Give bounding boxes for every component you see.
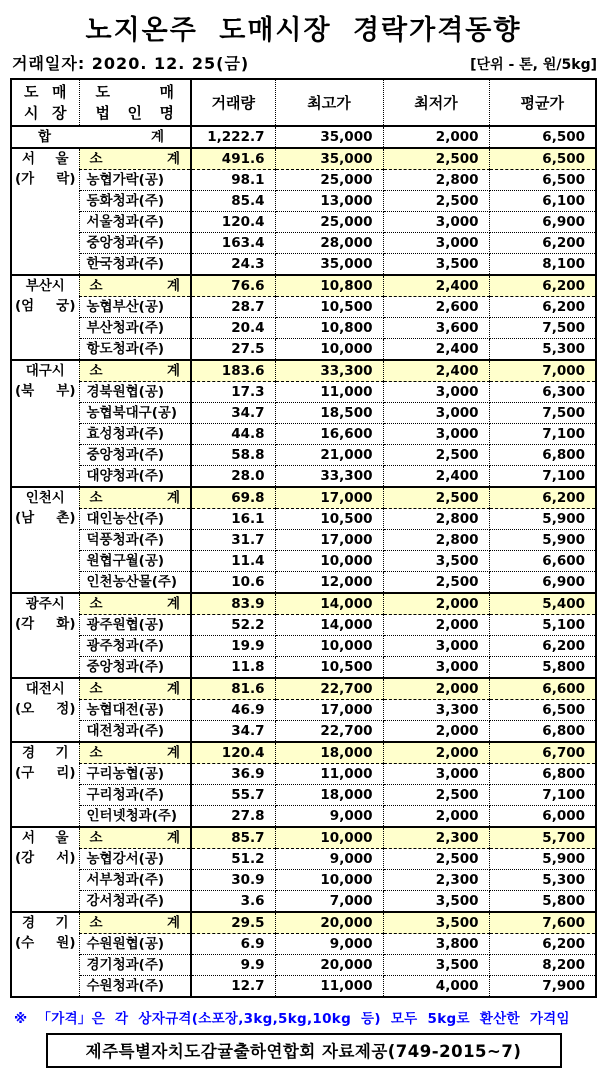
header-row xyxy=(11,79,596,126)
price-cell: 2,500 xyxy=(383,572,489,594)
price-cell: 11.8 xyxy=(191,657,275,679)
price-cell: 76.6 xyxy=(191,275,275,297)
price-cell: 25,000 xyxy=(275,170,383,191)
price-cell: 2,000 xyxy=(383,615,489,636)
price-cell: 7,600 xyxy=(489,912,596,934)
price-cell: 3,500 xyxy=(383,955,489,976)
price-cell: 2,800 xyxy=(383,170,489,191)
price-cell: 33,300 xyxy=(275,466,383,488)
price-cell: 2,400 xyxy=(383,339,489,361)
price-cell: 6,100 xyxy=(489,191,596,212)
price-cell: 2,500 xyxy=(383,148,489,170)
price-cell: 2,500 xyxy=(383,445,489,466)
price-cell: 9,000 xyxy=(275,934,383,955)
col-header-corp xyxy=(79,79,191,126)
market-branch: (수 원) xyxy=(15,935,76,951)
price-cell: 10,000 xyxy=(275,827,383,849)
company-row xyxy=(11,572,596,594)
company-row xyxy=(11,785,596,806)
market-cell xyxy=(11,678,79,742)
price-cell: 3,000 xyxy=(383,382,489,403)
price-cell: 36.9 xyxy=(191,764,275,785)
price-cell: 6,200 xyxy=(489,934,596,955)
company-row xyxy=(11,233,596,254)
subtotal-label-cell: 소 계 xyxy=(79,678,191,700)
company-row xyxy=(11,721,596,743)
price-cell: 11.4 xyxy=(191,551,275,572)
price-cell: 20.4 xyxy=(191,318,275,339)
market-cell xyxy=(11,487,79,593)
subtotal-row xyxy=(11,678,596,700)
company-row xyxy=(11,530,596,551)
price-cell: 17,000 xyxy=(275,487,383,509)
market-name: 경 기 xyxy=(22,745,69,761)
subtotal-label-cell: 소 계 xyxy=(79,360,191,382)
price-cell: 6,800 xyxy=(489,445,596,466)
price-cell: 19.9 xyxy=(191,636,275,657)
price-cell: 2,000 xyxy=(383,126,489,148)
price-cell: 22,700 xyxy=(275,721,383,743)
market-name: 대전시 xyxy=(25,681,65,697)
corp-name-cell: 효성청과(주) xyxy=(79,424,191,445)
unit-label: [단위 - 톤, 원/5kg] xyxy=(470,57,597,73)
price-cell: 6,500 xyxy=(489,148,596,170)
company-row xyxy=(11,955,596,976)
price-cell: 46.9 xyxy=(191,700,275,721)
price-cell: 7,100 xyxy=(489,424,596,445)
price-cell: 34.7 xyxy=(191,721,275,743)
company-row xyxy=(11,318,596,339)
price-cell: 6,500 xyxy=(489,700,596,721)
price-cell: 2,500 xyxy=(383,849,489,870)
price-cell: 2,500 xyxy=(383,191,489,212)
price-cell: 10,000 xyxy=(275,636,383,657)
company-row xyxy=(11,191,596,212)
price-cell: 69.8 xyxy=(191,487,275,509)
price-cell: 10,800 xyxy=(275,318,383,339)
corp-name-cell: 대양청과(주) xyxy=(79,466,191,488)
price-cell: 6,200 xyxy=(489,275,596,297)
price-cell: 85.4 xyxy=(191,191,275,212)
corp-name-cell: 인천농산물(주) xyxy=(79,572,191,594)
corp-name-cell: 서울청과(주) xyxy=(79,212,191,233)
price-cell: 58.8 xyxy=(191,445,275,466)
price-cell: 2,000 xyxy=(383,806,489,828)
price-cell: 55.7 xyxy=(191,785,275,806)
price-cell: 3,500 xyxy=(383,891,489,913)
market-cell xyxy=(11,742,79,827)
price-cell: 6,200 xyxy=(489,297,596,318)
corp-name-cell: 원협구월(공) xyxy=(79,551,191,572)
price-cell: 120.4 xyxy=(191,742,275,764)
subtotal-label-cell: 소 계 xyxy=(79,742,191,764)
corp-name-cell: 광주청과(주) xyxy=(79,636,191,657)
price-cell: 16.1 xyxy=(191,509,275,530)
price-cell: 10,500 xyxy=(275,297,383,318)
company-row xyxy=(11,254,596,276)
price-cell: 18,500 xyxy=(275,403,383,424)
price-cell: 17.3 xyxy=(191,382,275,403)
market-branch: (강 서) xyxy=(15,850,76,866)
price-cell: 3,000 xyxy=(383,212,489,233)
price-cell: 7,000 xyxy=(275,891,383,913)
market-name: 서 울 xyxy=(22,151,69,167)
subtotal-label-cell: 소 계 xyxy=(79,593,191,615)
corp-name-cell: 한국청과(주) xyxy=(79,254,191,276)
subtotal-row xyxy=(11,827,596,849)
corp-name-cell: 대전청과(주) xyxy=(79,721,191,743)
market-name: 인천시 xyxy=(25,490,65,506)
price-cell: 24.3 xyxy=(191,254,275,276)
price-cell: 6,000 xyxy=(489,806,596,828)
subtotal-row xyxy=(11,360,596,382)
price-cell: 2,500 xyxy=(383,487,489,509)
price-cell: 3,000 xyxy=(383,233,489,254)
price-cell: 2,400 xyxy=(383,275,489,297)
price-cell: 12,000 xyxy=(275,572,383,594)
price-cell: 35,000 xyxy=(275,148,383,170)
price-cell: 9.9 xyxy=(191,955,275,976)
price-cell: 7,100 xyxy=(489,785,596,806)
price-cell: 183.6 xyxy=(191,360,275,382)
company-row xyxy=(11,700,596,721)
total-label-cell: 합 계 xyxy=(11,126,191,148)
price-cell: 3,000 xyxy=(383,636,489,657)
total-row xyxy=(11,126,596,148)
price-cell: 28.0 xyxy=(191,466,275,488)
subtotal-label-cell: 소 계 xyxy=(79,275,191,297)
corp-name-cell: 서부청과(주) xyxy=(79,870,191,891)
price-cell: 35,000 xyxy=(275,254,383,276)
company-row xyxy=(11,212,596,233)
company-row xyxy=(11,657,596,679)
price-cell: 16,600 xyxy=(275,424,383,445)
market-branch: (북 부) xyxy=(15,383,76,399)
company-row xyxy=(11,339,596,361)
price-cell: 14,000 xyxy=(275,593,383,615)
price-cell: 12.7 xyxy=(191,976,275,998)
col-header-low: 최저가 xyxy=(383,79,489,126)
price-cell: 6,900 xyxy=(489,212,596,233)
price-cell: 5,900 xyxy=(489,530,596,551)
col-header-volume: 거래량 xyxy=(191,79,275,126)
price-cell: 2,300 xyxy=(383,870,489,891)
subtotal-label-cell: 소 계 xyxy=(79,912,191,934)
company-row xyxy=(11,764,596,785)
price-cell: 6.9 xyxy=(191,934,275,955)
company-row xyxy=(11,551,596,572)
subtotal-label-cell: 소 계 xyxy=(79,827,191,849)
market-cell xyxy=(11,360,79,487)
corp-name-cell: 구리청과(주) xyxy=(79,785,191,806)
price-cell: 2,000 xyxy=(383,678,489,700)
price-cell: 10,500 xyxy=(275,509,383,530)
market-cell xyxy=(11,912,79,997)
page-title: 노지온주 도매시장 경락가격동향 xyxy=(85,15,522,46)
price-cell: 6,200 xyxy=(489,233,596,254)
col-header-market xyxy=(11,79,79,126)
company-row xyxy=(11,636,596,657)
price-cell: 5,800 xyxy=(489,657,596,679)
company-row xyxy=(11,806,596,828)
corp-name-cell: 동화청과(주) xyxy=(79,191,191,212)
company-row xyxy=(11,849,596,870)
market-branch: (엄 궁) xyxy=(15,298,76,314)
price-cell: 52.2 xyxy=(191,615,275,636)
price-cell: 5,100 xyxy=(489,615,596,636)
price-cell: 3,500 xyxy=(383,551,489,572)
price-cell: 4,000 xyxy=(383,976,489,998)
price-cell: 10,000 xyxy=(275,870,383,891)
market-branch: (각 화) xyxy=(15,616,76,632)
price-cell: 21,000 xyxy=(275,445,383,466)
price-cell: 10,000 xyxy=(275,551,383,572)
price-cell: 6,700 xyxy=(489,742,596,764)
price-cell: 11,000 xyxy=(275,976,383,998)
price-cell: 2,000 xyxy=(383,593,489,615)
price-cell: 17,000 xyxy=(275,530,383,551)
col-header-avg: 평균가 xyxy=(489,79,596,126)
corp-name-cell: 인터넷청과(주) xyxy=(79,806,191,828)
company-row xyxy=(11,445,596,466)
info-row xyxy=(12,51,597,74)
price-cell: 8,200 xyxy=(489,955,596,976)
price-cell: 5,400 xyxy=(489,593,596,615)
price-cell: 10,000 xyxy=(275,339,383,361)
corp-name-cell: 강서청과(주) xyxy=(79,891,191,913)
price-cell: 3,800 xyxy=(383,934,489,955)
price-cell: 6,300 xyxy=(489,382,596,403)
price-cell: 10,500 xyxy=(275,657,383,679)
market-name: 대구시 xyxy=(25,363,65,379)
price-cell: 27.8 xyxy=(191,806,275,828)
market-branch: (가 락) xyxy=(15,171,76,187)
market-name: 서 울 xyxy=(22,830,69,846)
corp-name-cell: 중앙청과(주) xyxy=(79,445,191,466)
price-cell: 5,900 xyxy=(489,849,596,870)
price-cell: 28.7 xyxy=(191,297,275,318)
price-cell: 3.6 xyxy=(191,891,275,913)
price-cell: 5,700 xyxy=(489,827,596,849)
price-cell: 2,000 xyxy=(383,721,489,743)
price-cell: 3,000 xyxy=(383,657,489,679)
price-cell: 7,500 xyxy=(489,318,596,339)
price-cell: 120.4 xyxy=(191,212,275,233)
corp-name-cell: 광주원협(공) xyxy=(79,615,191,636)
company-row xyxy=(11,976,596,998)
price-footnote: ※ 「가격」은 각 상자규격(소포장,3kg,5kg,10kg 등) 모두 5kg로 환산한 가격임 xyxy=(14,1011,570,1027)
market-cell xyxy=(11,593,79,678)
market-name: 광주시 xyxy=(25,596,65,612)
table-body xyxy=(11,126,596,997)
price-cell: 3,600 xyxy=(383,318,489,339)
corp-name-cell: 농협대전(공) xyxy=(79,700,191,721)
corp-name-cell: 대인농산(주) xyxy=(79,509,191,530)
market-branch: (구 리) xyxy=(15,765,76,781)
corp-name-cell: 항도청과(주) xyxy=(79,339,191,361)
price-cell: 6,900 xyxy=(489,572,596,594)
market-cell xyxy=(11,148,79,275)
price-cell: 6,200 xyxy=(489,636,596,657)
price-cell: 22,700 xyxy=(275,678,383,700)
subtotal-row xyxy=(11,487,596,509)
price-cell: 2,000 xyxy=(383,742,489,764)
price-cell: 1,222.7 xyxy=(191,126,275,148)
corp-name-cell: 덕풍청과(주) xyxy=(79,530,191,551)
company-row xyxy=(11,466,596,488)
price-cell: 7,500 xyxy=(489,403,596,424)
price-cell: 6,200 xyxy=(489,487,596,509)
price-cell: 6,600 xyxy=(489,678,596,700)
company-row xyxy=(11,509,596,530)
price-cell: 34.7 xyxy=(191,403,275,424)
price-cell: 30.9 xyxy=(191,870,275,891)
price-cell: 31.7 xyxy=(191,530,275,551)
price-cell: 83.9 xyxy=(191,593,275,615)
price-cell: 18,000 xyxy=(275,742,383,764)
price-cell: 163.4 xyxy=(191,233,275,254)
market-name: 부산시 xyxy=(25,278,65,294)
price-cell: 8,100 xyxy=(489,254,596,276)
price-cell: 6,500 xyxy=(489,126,596,148)
source-text: 제주특별자치도감귤출하연합회 자료제공(749-2015~7) xyxy=(85,1042,522,1061)
price-cell: 85.7 xyxy=(191,827,275,849)
price-cell: 51.2 xyxy=(191,849,275,870)
col-header-market-line2: 시 장 xyxy=(24,103,67,122)
company-row xyxy=(11,424,596,445)
price-cell: 20,000 xyxy=(275,912,383,934)
corp-name-cell: 경기청과(주) xyxy=(79,955,191,976)
company-row xyxy=(11,891,596,913)
market-branch: (남 촌) xyxy=(15,510,76,526)
price-cell: 7,100 xyxy=(489,466,596,488)
market-name: 경 기 xyxy=(22,915,69,931)
price-cell: 9,000 xyxy=(275,849,383,870)
price-cell: 6,800 xyxy=(489,721,596,743)
col-header-market-line1: 도 매 xyxy=(24,82,67,101)
corp-name-cell: 부산청과(주) xyxy=(79,318,191,339)
market-cell xyxy=(11,827,79,912)
source-box xyxy=(46,1033,562,1068)
page xyxy=(0,8,607,1068)
price-cell: 5,300 xyxy=(489,870,596,891)
price-cell: 5,300 xyxy=(489,339,596,361)
price-cell: 491.6 xyxy=(191,148,275,170)
corp-name-cell: 중앙청과(주) xyxy=(79,657,191,679)
corp-name-cell: 수원원협(공) xyxy=(79,934,191,955)
price-cell: 17,000 xyxy=(275,700,383,721)
subtotal-row xyxy=(11,912,596,934)
company-row xyxy=(11,615,596,636)
price-cell: 18,000 xyxy=(275,785,383,806)
company-row xyxy=(11,403,596,424)
price-cell: 2,800 xyxy=(383,509,489,530)
price-cell: 7,000 xyxy=(489,360,596,382)
price-cell: 33,300 xyxy=(275,360,383,382)
price-cell: 3,500 xyxy=(383,912,489,934)
col-header-corp-line2: 법 인 명 xyxy=(95,103,174,122)
corp-name-cell: 구리농협(공) xyxy=(79,764,191,785)
price-cell: 3,300 xyxy=(383,700,489,721)
price-cell: 25,000 xyxy=(275,212,383,233)
market-branch: (오 정) xyxy=(15,701,76,717)
company-row xyxy=(11,870,596,891)
corp-name-cell: 경북원협(공) xyxy=(79,382,191,403)
price-cell: 29.5 xyxy=(191,912,275,934)
price-cell: 2,800 xyxy=(383,530,489,551)
price-cell: 28,000 xyxy=(275,233,383,254)
company-row xyxy=(11,170,596,191)
price-table xyxy=(10,78,597,998)
company-row xyxy=(11,297,596,318)
price-cell: 11,000 xyxy=(275,382,383,403)
price-cell: 2,600 xyxy=(383,297,489,318)
price-cell: 14,000 xyxy=(275,615,383,636)
price-cell: 3,000 xyxy=(383,403,489,424)
price-cell: 6,800 xyxy=(489,764,596,785)
subtotal-row xyxy=(11,742,596,764)
corp-name-cell: 중앙청과(주) xyxy=(79,233,191,254)
price-cell: 6,600 xyxy=(489,551,596,572)
price-cell: 35,000 xyxy=(275,126,383,148)
company-row xyxy=(11,382,596,403)
price-cell: 9,000 xyxy=(275,806,383,828)
price-cell: 7,900 xyxy=(489,976,596,998)
corp-name-cell: 농협가락(공) xyxy=(79,170,191,191)
price-cell: 11,000 xyxy=(275,764,383,785)
corp-name-cell: 농협북대구(공) xyxy=(79,403,191,424)
subtotal-label-cell: 소 계 xyxy=(79,148,191,170)
col-header-corp-line1: 도 매 xyxy=(95,82,174,101)
price-cell: 3,500 xyxy=(383,254,489,276)
price-cell: 3,000 xyxy=(383,424,489,445)
market-cell xyxy=(11,275,79,360)
price-cell: 13,000 xyxy=(275,191,383,212)
price-cell: 10,800 xyxy=(275,275,383,297)
subtotal-row xyxy=(11,275,596,297)
subtotal-label-cell: 소 계 xyxy=(79,487,191,509)
price-cell: 3,000 xyxy=(383,764,489,785)
corp-name-cell: 농협부산(공) xyxy=(79,297,191,318)
price-cell: 81.6 xyxy=(191,678,275,700)
price-cell: 5,800 xyxy=(489,891,596,913)
price-cell: 10.6 xyxy=(191,572,275,594)
col-header-high: 최고가 xyxy=(275,79,383,126)
price-cell: 6,500 xyxy=(489,170,596,191)
subtotal-row xyxy=(11,593,596,615)
price-cell: 27.5 xyxy=(191,339,275,361)
price-cell: 2,500 xyxy=(383,785,489,806)
price-cell: 2,400 xyxy=(383,360,489,382)
price-cell: 44.8 xyxy=(191,424,275,445)
corp-name-cell: 수원청과(주) xyxy=(79,976,191,998)
price-cell: 2,400 xyxy=(383,466,489,488)
company-row xyxy=(11,934,596,955)
corp-name-cell: 농협강서(공) xyxy=(79,849,191,870)
price-cell: 5,900 xyxy=(489,509,596,530)
price-cell: 2,300 xyxy=(383,827,489,849)
trade-date-label: 거래일자: 2020. 12. 25(금) xyxy=(12,54,250,73)
price-cell: 98.1 xyxy=(191,170,275,191)
price-cell: 20,000 xyxy=(275,955,383,976)
subtotal-row xyxy=(11,148,596,170)
